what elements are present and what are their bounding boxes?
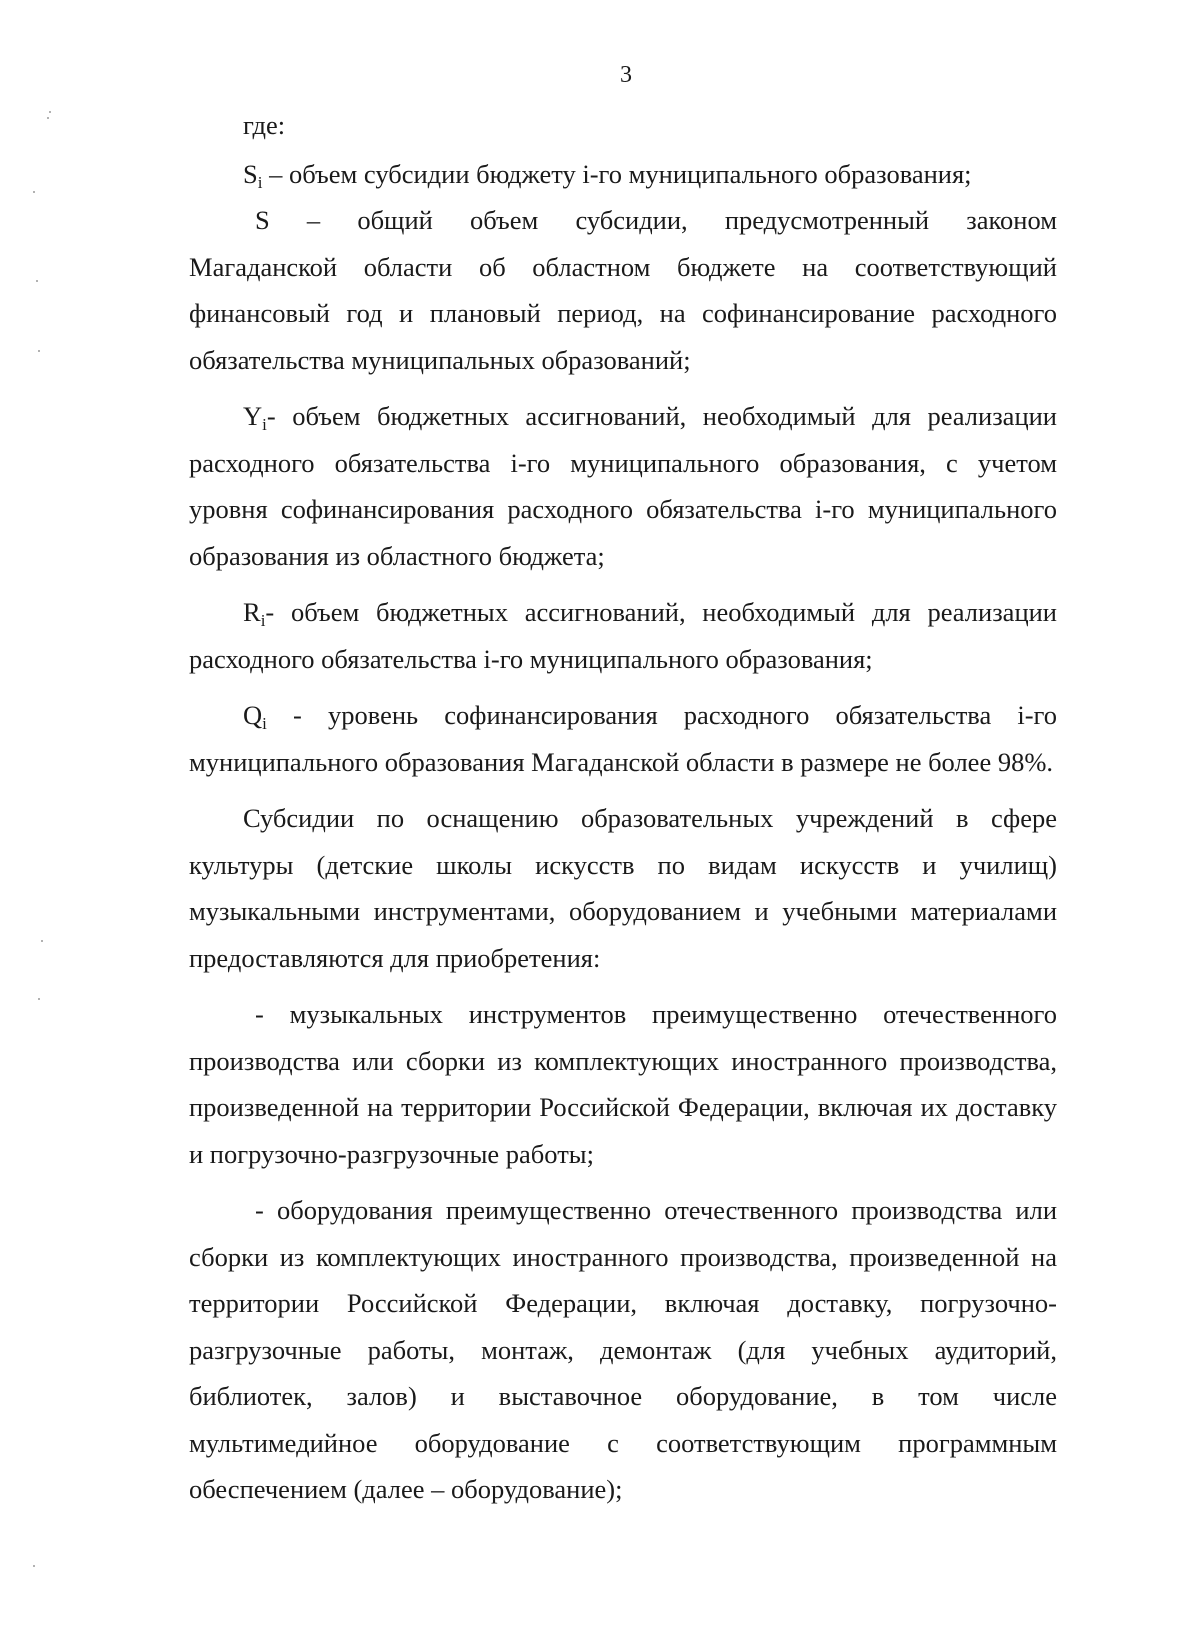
- definition-r-i-text: - объем бюджетных ассигнований, необходимый для реализации расходного обязательства i-го муниципального образования;: [189, 597, 1057, 674]
- definition-s-i: [189, 151, 1057, 198]
- definition-s-i-text: – объем субсидии бюджету i-го муниципального образования;: [262, 158, 972, 189]
- definition-q-i: [189, 692, 1057, 785]
- definition-y-i-text: - объем бюджетных ассигнований, необходимый для реализации расходного обязательства i-го муниципального образования, с учетом уровня софинансирования расходного обязательства i-го муниципального образования из областного бюджета;: [189, 401, 1057, 571]
- definition-q-i-text: - уровень софинансирования расходного обязательства i-го муниципального образования Магаданской области в размере не более 98%.: [189, 700, 1057, 777]
- where-label: где:: [243, 110, 286, 140]
- symbol-y-i: $Y_i$: [243, 401, 267, 434]
- subsidies-intro: Субсидии по оснащению образовательных учреждений в сфере культуры (детские школы искусств по видам искусств и училищ) музыкальными инструментами, оборудованием и учебными материалами предоставляются для приобретения:: [189, 803, 1057, 973]
- definition-s-first-line: S – общий объем субсидии, предусмотренный законом: [255, 205, 1057, 235]
- definition-r-i: [189, 589, 1057, 682]
- list-item-equipment: - оборудования преимущественно отечественного производства или сборки из комплектующих иностранного производства, произведенной на территории Российской Федерации, включая доставку, погрузочно-разгрузочные работы, монтаж, демонтаж (для учебных аудиторий, библиотек, залов) и выставочное оборудование, в том числе мультимедийное оборудование с соответствующим программным обеспечением (далее – оборудование);: [189, 1195, 1057, 1504]
- symbol-q-i: $Q_i$: [243, 700, 267, 733]
- definition-s: [189, 197, 1057, 383]
- definition-y-i: [189, 393, 1057, 579]
- definition-s-text: Магаданской области об областном бюджете на соответствующий финансовый год и плановый период, на софинансирование расходного обязательства муниципальных образований;: [189, 251, 1057, 375]
- symbol-s-i: $S_i$: [243, 158, 263, 192]
- list-item-instruments: - музыкальных инструментов преимущественно отечественного производства или сборки из комплектующих иностранного производства, произведенной на территории Российской Федерации, включая их доставку и погрузочно-разгрузочные работы;: [189, 999, 1057, 1169]
- symbol-r-i: $R_i$: [243, 597, 266, 630]
- document-body: [189, 102, 1057, 1513]
- page-number: 3: [620, 62, 632, 88]
